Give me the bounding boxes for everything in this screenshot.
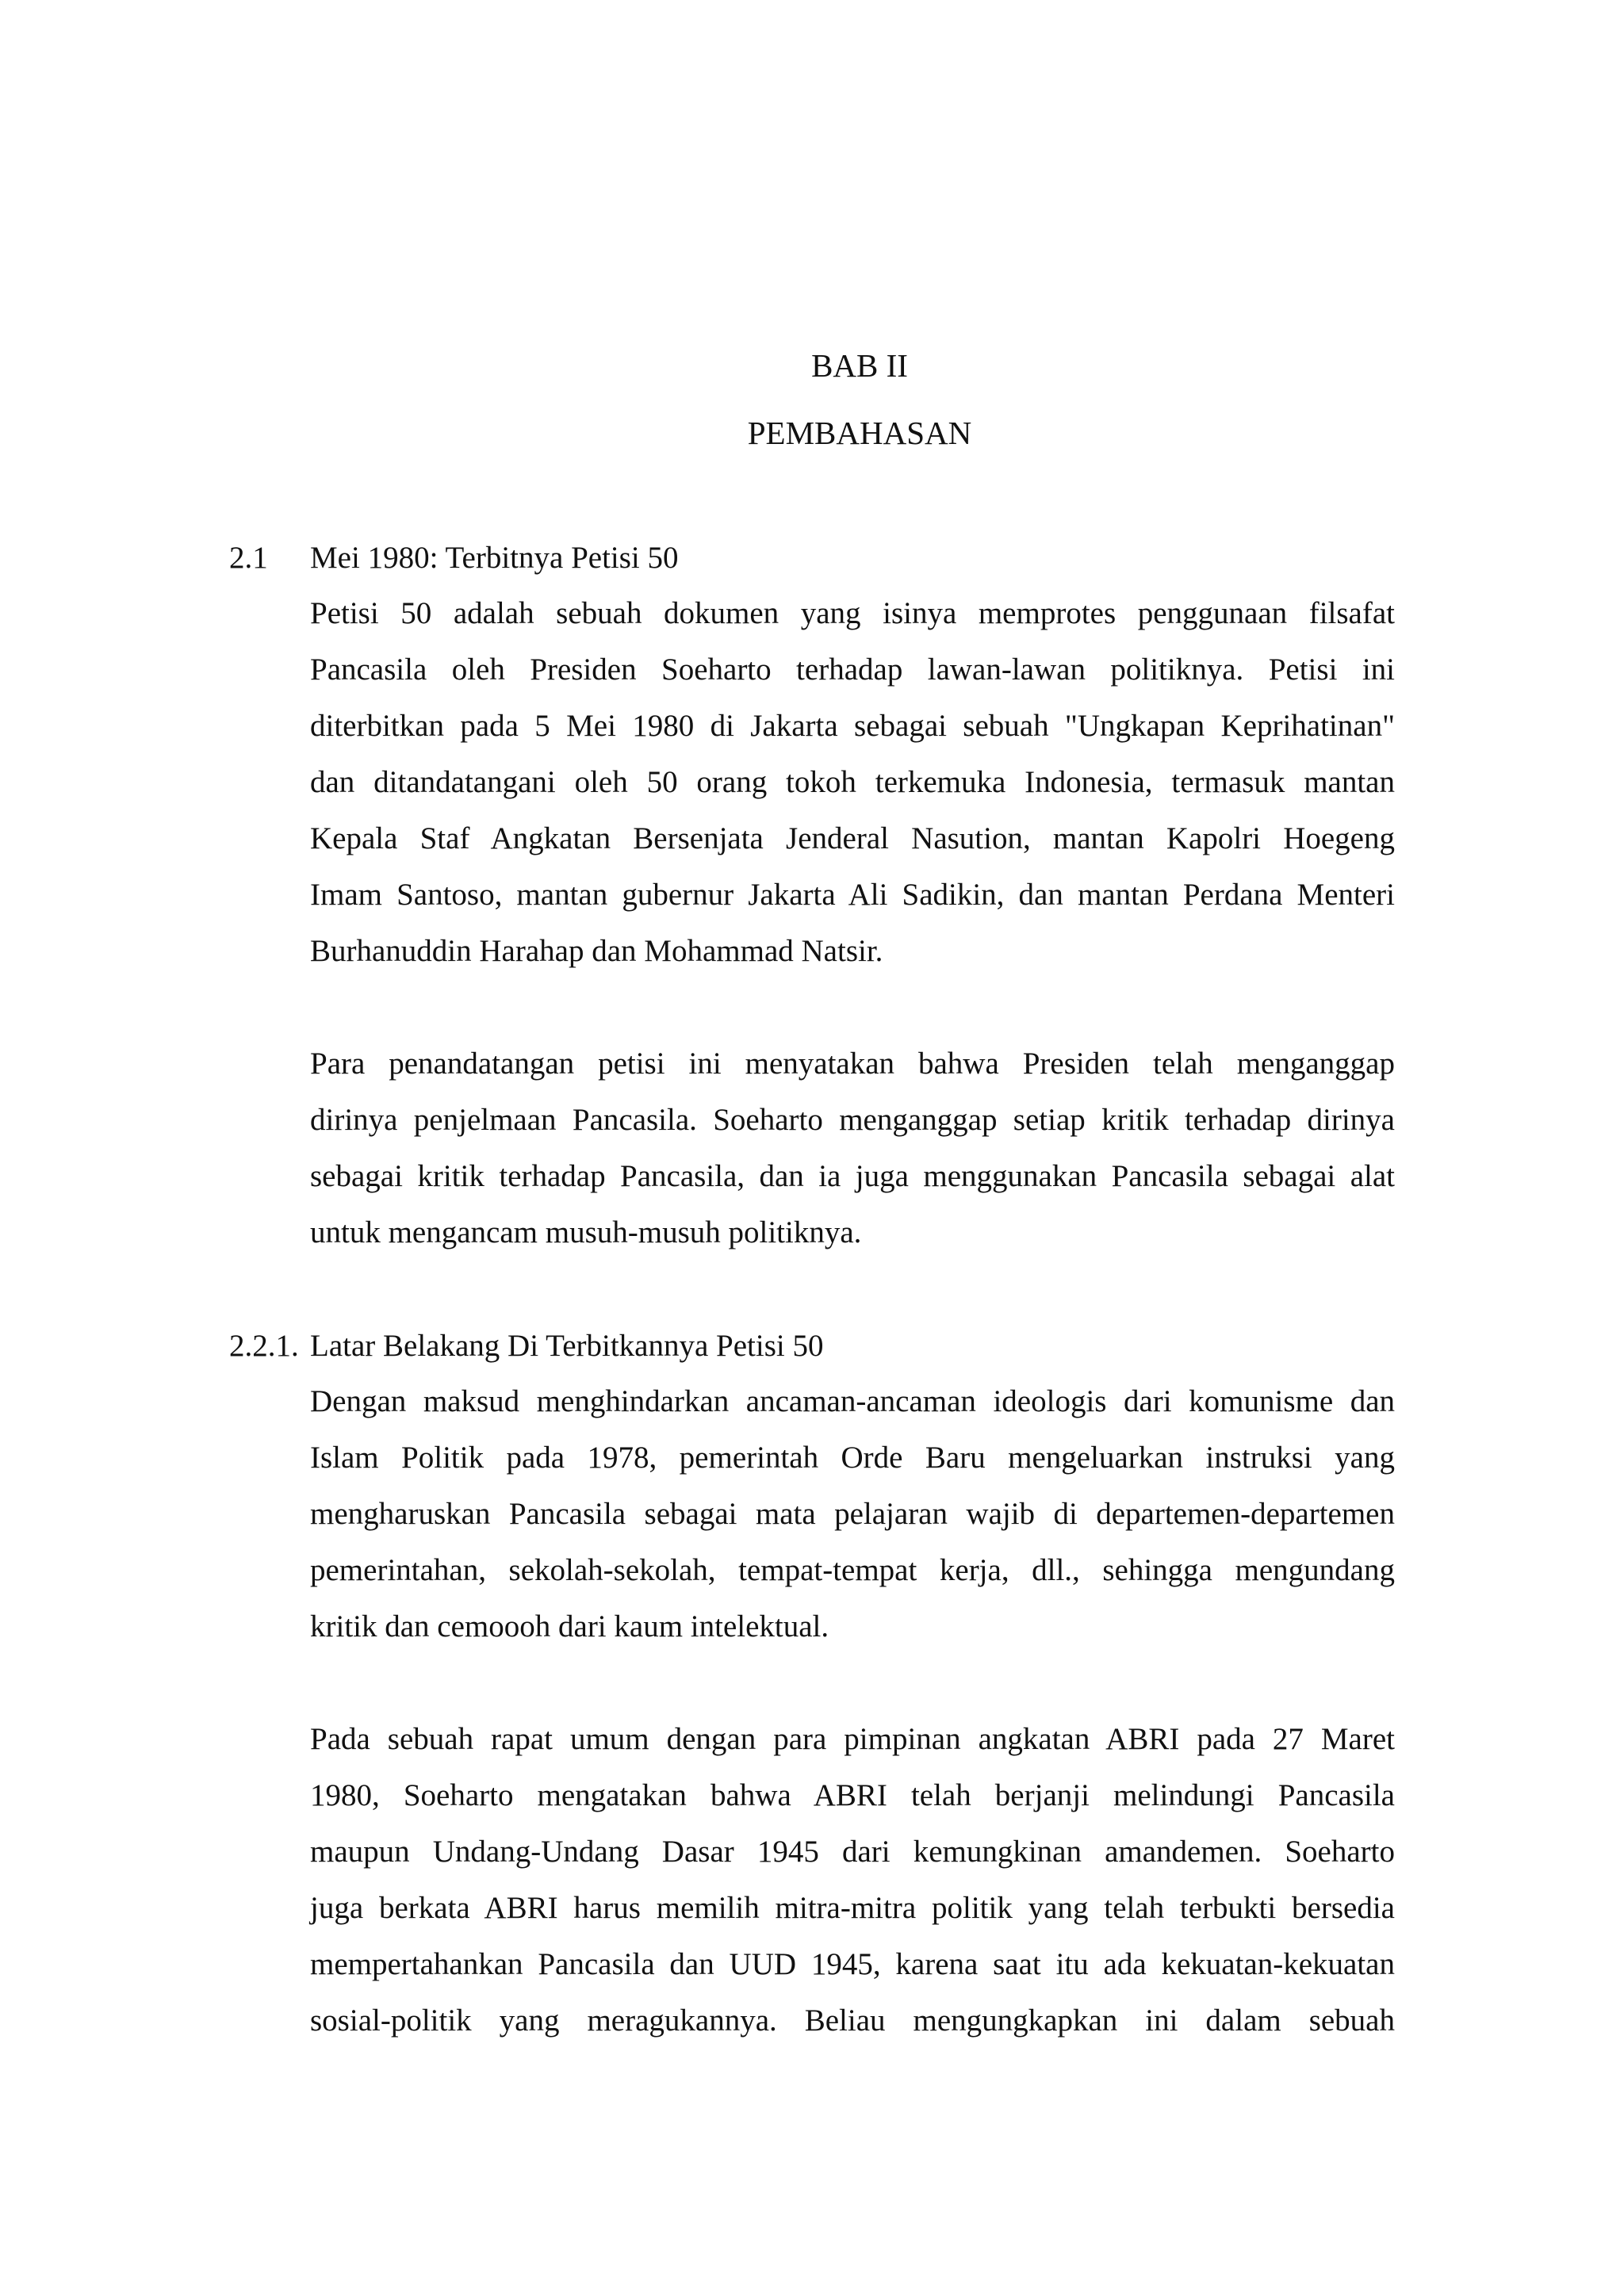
section-number: 2.2.1. [229,1329,299,1363]
paragraph-latar-belakang [310,1382,1395,1663]
paragraph-petisi-intro [310,594,1395,988]
paragraph-rapat-umum [310,1720,1395,2057]
section-heading-2-1 [229,538,679,578]
chapter-number: BAB II [811,347,908,384]
text-line: dan ditandatangani oleh 50 orang tokoh terkemuka Indonesia, termasuk mantan [310,765,1395,799]
text-line: maupun Undang-Undang Dasar 1945 dari kemungkinan amandemen. Soeharto [310,1835,1395,1869]
chapter-title: PEMBAHASAN [747,415,972,451]
text-line: Para penandatangan petisi ini menyatakan bahwa Presiden telah menganggap [310,1047,1395,1081]
text-line: untuk mengancam musuh-musuh politiknya. [310,1215,862,1249]
section-title: Latar Belakang Di Terbitkannya Petisi 50 [310,1329,824,1363]
text-line: diterbitkan pada 5 Mei 1980 di Jakarta sebagai sebuah "Ungkapan Keprihatinan" [310,709,1395,743]
section-title: Mei 1980: Terbitnya Petisi 50 [310,541,679,575]
text-line: Dengan maksud menghindarkan ancaman-ancaman ideologis dari komunisme dan [310,1384,1395,1418]
text-line: Kepala Staf Angkatan Bersenjata Jenderal Nasution, mantan Kapolri Hoegeng [310,821,1395,855]
text-line: sosial-politik yang meragukannya. Beliau mengungkapkan ini dalam sebuah [310,2003,1395,2038]
text-line: Pancasila oleh Presiden Soeharto terhadap lawan-lawan politiknya. Petisi ini [310,652,1395,687]
text-line: 1980, Soeharto mengatakan bahwa ABRI telah berjanji melindungi Pancasila [310,1778,1395,1812]
text-line: mempertahankan Pancasila dan UUD 1945, karena saat itu ada kekuatan-kekuatan [310,1947,1395,1981]
text-line: mengharuskan Pancasila sebagai mata pelajaran wajib di departemen-departemen [310,1497,1395,1531]
text-line: pemerintahan, sekolah-sekolah, tempat-tempat kerja, dll., sehingga mengundang [310,1553,1395,1587]
text-line: Burhanuddin Harahap dan Mohammad Natsir. [310,934,883,968]
paragraph-penandatangan [310,1044,1395,1269]
text-line: sebagai kritik terhadap Pancasila, dan ia juga menggunakan Pancasila sebagai alat [310,1159,1395,1193]
text-line: kritik dan cemoooh dari kaum intelektual. [310,1609,829,1644]
text-line: Pada sebuah rapat umum dengan para pimpinan angkatan ABRI pada 27 Maret [310,1722,1395,1756]
text-line: Imam Santoso, mantan gubernur Jakarta Ali Sadikin, dan mantan Perdana Menteri [310,878,1395,912]
section-number: 2.1 [229,541,268,575]
text-line: dirinya penjelmaan Pancasila. Soeharto menganggap setiap kritik terhadap dirinya [310,1103,1395,1137]
text-line: Islam Politik pada 1978, pemerintah Orde Baru mengeluarkan instruksi yang [310,1441,1395,1475]
section-heading-2-2-1 [229,1326,824,1366]
text-line: Petisi 50 adalah sebuah dokumen yang isinya memprotes penggunaan filsafat [310,596,1395,630]
text-line: juga berkata ABRI harus memilih mitra-mitra politik yang telah terbukti bersedia [310,1891,1395,1925]
